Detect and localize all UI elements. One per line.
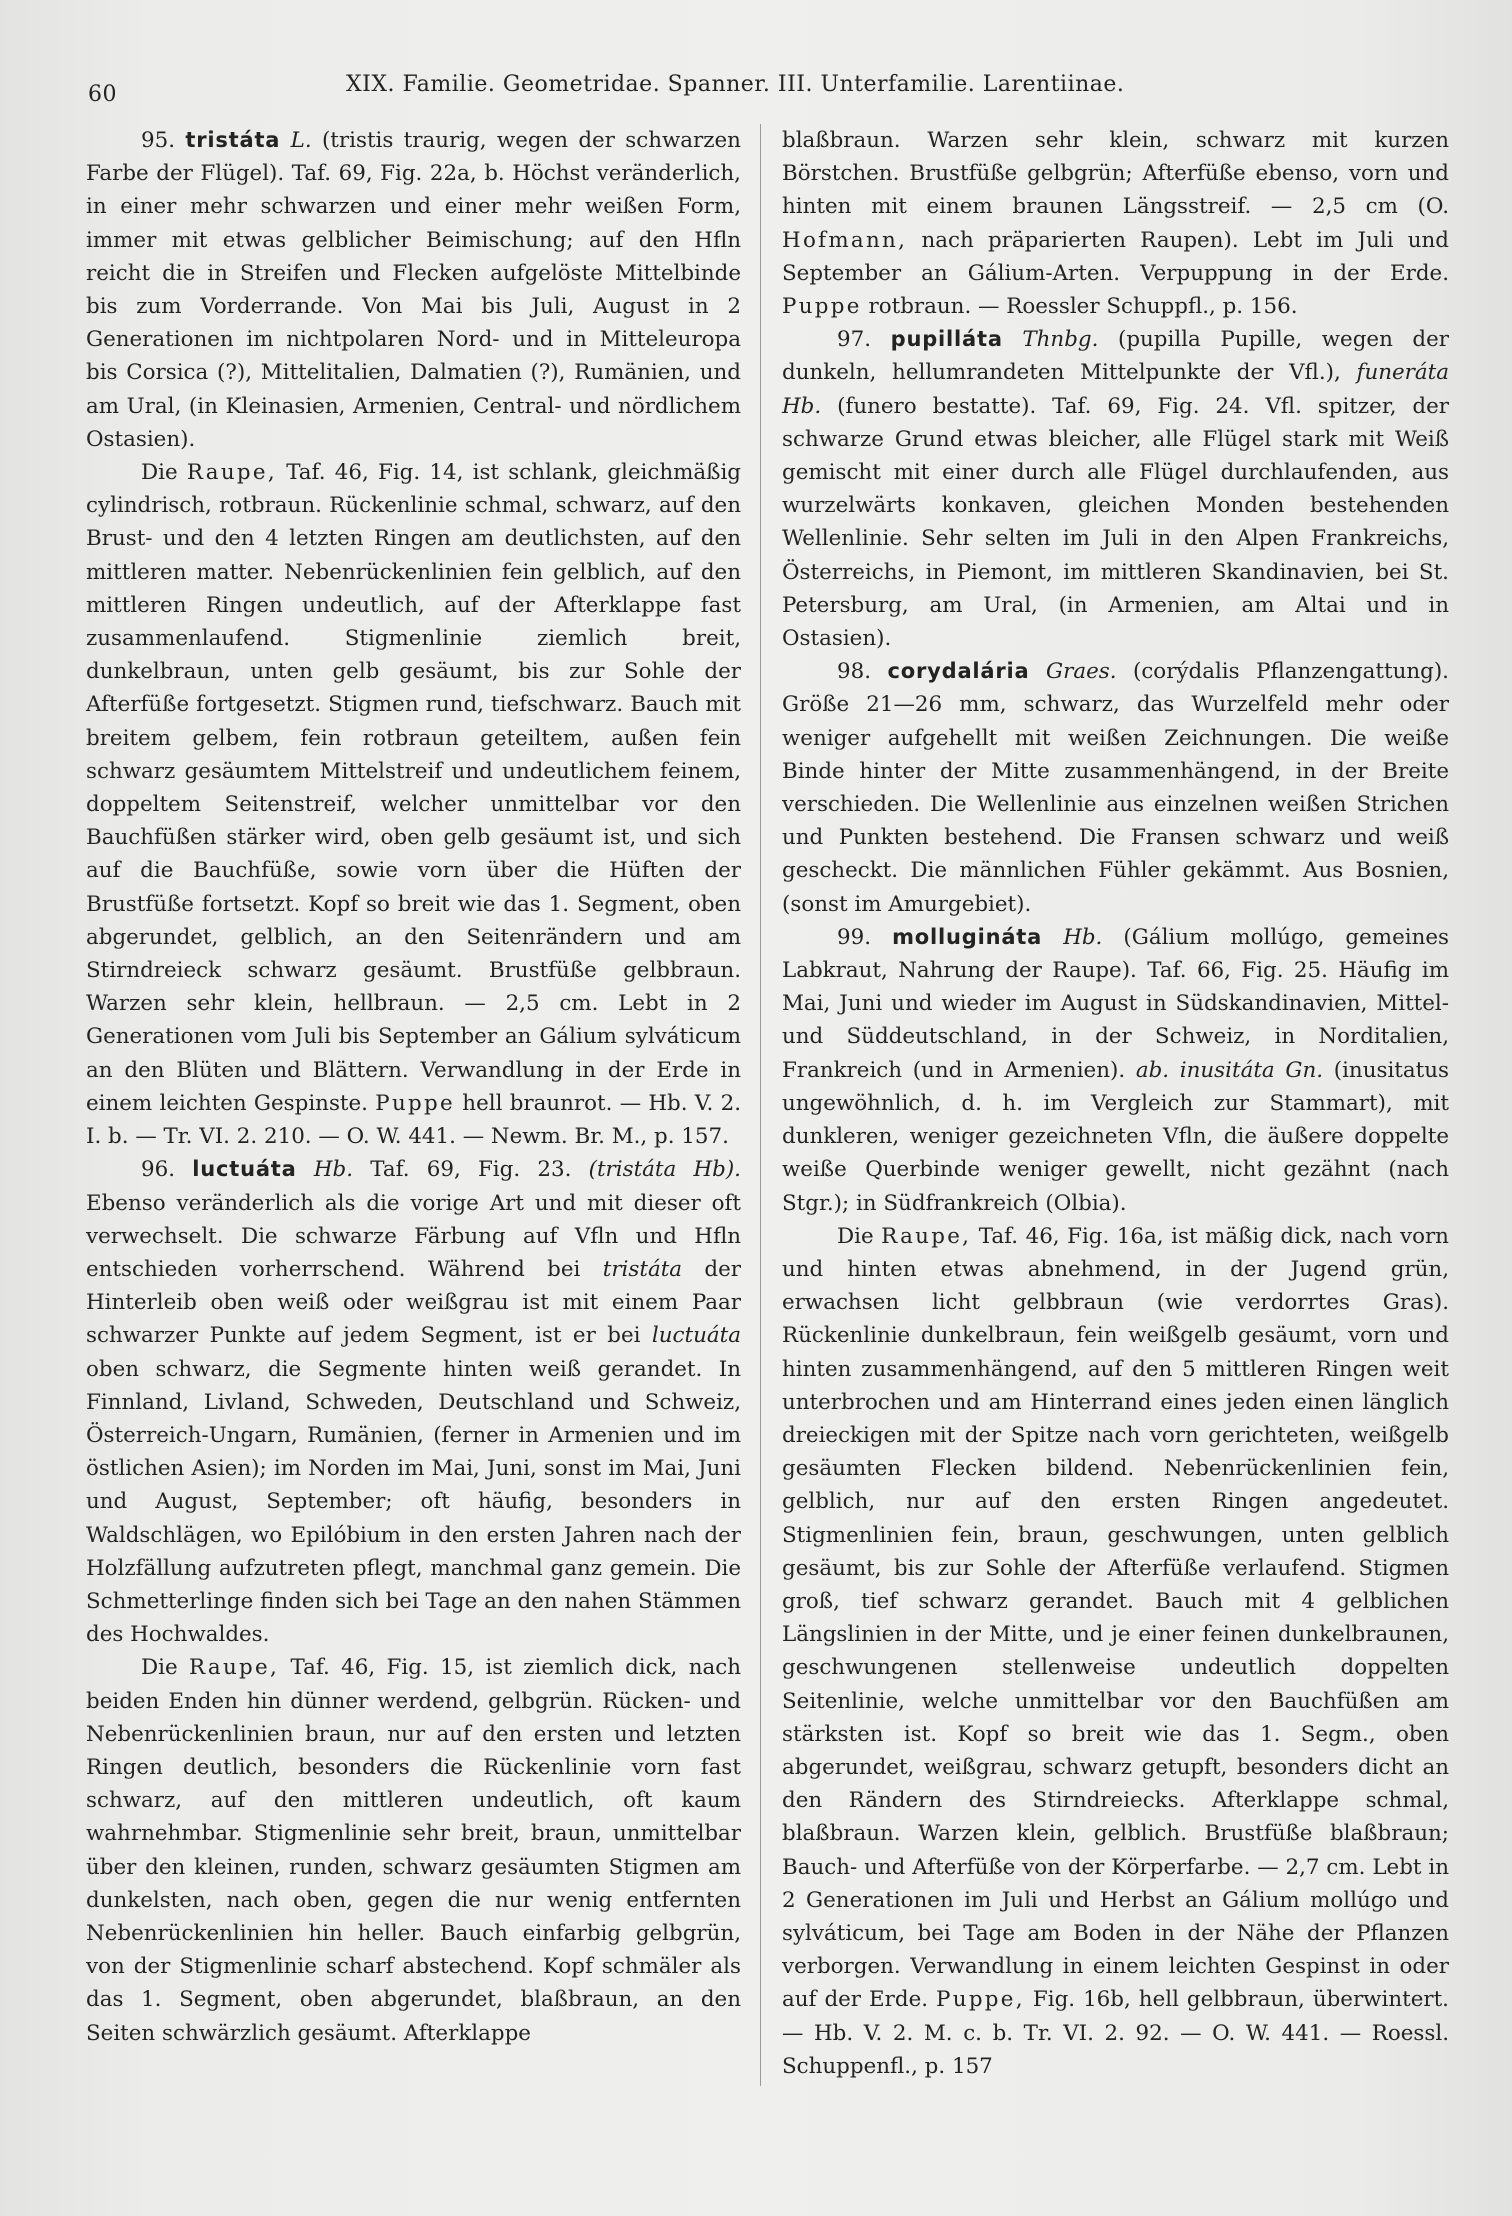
species-author: Thnbg. <box>1022 327 1099 353</box>
raupe-label: Raupe, <box>189 1655 280 1681</box>
larva-99 <box>782 1220 1449 2083</box>
species-name: corydalária <box>887 659 1030 684</box>
species-name: tristáta <box>185 128 281 152</box>
header-title: XIX. Familie. Geometridae. Spanner. III. Unterfamilie. Larentiinae. <box>346 72 1125 97</box>
species-author: Hb. <box>313 1157 353 1183</box>
lead-word: Die <box>837 1223 874 1249</box>
puppe-label: Puppe <box>375 1090 455 1116</box>
entry-95 <box>86 124 741 456</box>
entry-text: (Gálium mollúgo, gemeines Labkraut, Nahrung der Raupe). Taf. 66, Fig. 25. Häufig im Mai, Juni und wieder im August in Südskandinavien, Mittel- und Süddeutschland, in der Schweiz, in Norditalien, Frankreich (und in Armenien). <box>782 924 1449 1083</box>
entry-text: oben schwarz, die Segmente hinten weiß gerandet. In Finnland, Livland, Schweden, Deutschland und Schweiz, Österreich-Ungarn, Rumänien, (ferner in Armenien und im östlichen Asien); im Norden im Mai, Juni, sonst im Mai, Juni und August, September; oft häufig, besonders in Waldschlägen, wo Epilóbium in den ersten Jahren nach der Holzfällung aufzutreten pflegt, manchmal ganz gemein. Die Schmetterlinge finden sich bei Tage an den nahen Stämmen des Hochwaldes. <box>86 1356 741 1648</box>
running-head <box>88 72 1448 108</box>
species-author: Graes. <box>1046 659 1117 685</box>
entry-97 <box>782 323 1449 655</box>
cont-text: nach präparierten Raupen). Lebt im Juli und September an Gálium-Arten. Verpuppung in der Erde. <box>782 227 1449 286</box>
right-column <box>782 124 1449 2083</box>
entry-text: (inusitatus ungewöhnlich, d. h. im Vergleich zur Stammart), mit dunkleren, weniger gezeichneten Vfln, die äußere doppelte weiße Querbinde weniger gewellt, nicht gezähnt (nach Stgr.); in Südfrankreich (Olbia). <box>782 1057 1450 1216</box>
larva-95 <box>86 456 741 1153</box>
synonym: (tristáta Hb). <box>588 1157 741 1183</box>
entry-text: (tristis traurig, wegen der schwarzen Farbe der Flügel). Taf. 69, Fig. 22a, b. Höchst veränderlich, in einer mehr schwarzen und einer mehr weißen Form, immer mit etwas gelblicher Beimischung; auf den Hfln reicht die in Streifen und Flecken aufgelöste Mittelbinde bis zum Vorderrande. Von Mai bis Juli, August in 2 Generationen im nichtpolaren Nord- und in Mitteleuropa bis Corsica (?), Mittelitalien, Dalmatien (?), Rumänien, und am Ural, (in Kleinasien, Armenien, Central- und nördlichem Ostasien). <box>86 128 741 452</box>
cont-text: rotbraun. — Roessler Schuppfl., p. 156. <box>868 294 1298 320</box>
species-author: L. <box>290 128 312 153</box>
entry-number: 96. <box>141 1157 176 1183</box>
entry-text: der Hinterleib oben weiß oder weißgrau ist mit einem Paar schwarzer Punkte auf jedem Segment, ist er bei <box>86 1256 741 1349</box>
larva-96 <box>86 1651 741 2049</box>
entry-number: 98. <box>837 659 872 685</box>
continuation-96 <box>782 124 1449 323</box>
entry-text: (funero bestatte). Taf. 69, Fig. 24. Vfl. spitzer, der schwarze Grund etwas bleicher, alle Flügel stark mit Weiß gemischt mit einer durch alle Flügel durchlaufenden, aus wurzelwärts konkaven, gleichen Monden bestehenden Wellenlinie. Sehr selten im Juli in den Alpen Frankreichs, Österreichs, in Piemont, im mittleren Skandinavien, bei St. Petersburg, am Ural, (in Armenien, am Altai und in Ostasien). <box>782 393 1449 652</box>
larva-text: Taf. 46, Fig. 16a, ist mäßig dick, nach vorn und hinten etwas abnehmend, in der Jugend grün, erwachsen licht gelbbraun (wie verdorrtes Gras). Rückenlinie dunkelbraun, fein weißgelb gesäumt, vorn und hinten zusammenhängend, auf den 5 mittleren Ringen weit unterbrochen und am Hinterrand eines jeden einen länglich dreieckigen mit der Spitze nach vorn gerichteten, weißgelb gesäumten Flecken bildend. Nebenrückenlinien fein, gelblich, nur auf den ersten Ringen angedeutet. Stigmenlinien fein, braun, geschwungen, unten gelblich gesäumt, bis zur Sohle der Afterfüße verlaufend. Stigmen groß, tief schwarz gerandet. Bauch mit 4 gelblichen Längslinien in der Mitte, und je einer feinen dunkelbraunen, geschwungenen stellenweise undeutlich doppelten Seitenlinie, welche unmittelbar vor den Bauchfüßen am stärksten ist. Kopf so breit wie das 1. Segm., oben abgerundet, weißgrau, schwarz getupft, besonders dicht an den Rändern des Stirndreiecks. Afterklappe schmal, blaßbraun. Warzen klein, gelblich. Brustfüße blaßbraun; Bauch- und Afterfüße von der Körperfarbe. — 2,7 cm. Lebt in 2 Generationen im Juli und Herbst an Gálium mollúgo und sylváticum, bei Tage am Boden in der Nähe der Pflanzen verborgen. Verwandlung in einem leichten Gespinst in oder auf der Erde. <box>782 1223 1449 2013</box>
entry-text: (corýdalis Pflanzengattung). Größe 21—26 mm, schwarz, das Wurzelfeld mehr oder weniger aufgehellt mit weißen Zeichnungen. Die weiße Binde hinter der Mitte zusammenhängend, in der Breite verschieden. Die Wellenlinie aus einzelnen weißen Strichen und Punkten bestehend. Die Fransen schwarz und weiß gescheckt. Die männlichen Fühler gekämmt. Aus Bosnien, (sonst im Amurgebiet). <box>782 659 1449 917</box>
page-number: 60 <box>88 82 117 107</box>
cont-text: blaßbraun. Warzen sehr klein, schwarz mit kurzen Börstchen. Brustfüße gelbgrün; Afterfüße ebenso, vorn und hinten mit einem braunen Längsstreif. — 2,5 cm (O. <box>782 128 1449 220</box>
entry-96 <box>86 1153 741 1651</box>
larva-text: Taf. 46, Fig. 14, ist schlank, gleichmäßig cylindrisch, rotbraun. Rückenlinie schmal, schwarz, auf den Brust- und den 4 letzten Ringen am deutlichsten, auf den mittleren matter. Nebenrückenlinien fein gelblich, auf den mittleren Ringen undeutlich, auf der Afterklappe fast zusammenlaufend. Stigmenlinie ziemlich breit, dunkelbraun, unten gelb gesäumt, bis zur Sohle der Afterfüße fortgesetzt. Stigmen rund, tiefschwarz. Bauch mit breitem gelbem, fein rotbraun geteiltem, außen fein schwarz gesäumtem Mittelstreif und undeutlichem feinem, doppeltem Seitenstreif, welcher unmittelbar vor den Bauchfüßen stärker wird, oben gelb gesäumt ist, und sich auf die Bauchfüße, sowie vorn über die Hüften der Brustfüße fortsetzt. Kopf so breit wie das 1. Segment, oben abgerundet, gelblich, an den Seitenrändern und am Stirndreieck schwarz gesäumt. Brustfüße gelbbraun. Warzen sehr klein, hellbraun. — 2,5 cm. Lebt in 2 Generationen vom Juli bis September an Gálium sylváticum an den Blüten und Blättern. Verwandlung in der Erde in einem leichten Gespinste. <box>86 460 741 1116</box>
species-name: pupilláta <box>890 327 1003 352</box>
entry-number: 99. <box>837 924 872 950</box>
raupe-label: Raupe, <box>186 460 277 486</box>
entry-98 <box>782 655 1449 921</box>
entry-text: (pupilla Pupille, wegen der dunkeln, hellumrandeten Mittelpunkte der Vfl.), <box>782 327 1449 386</box>
larva-tail: Fig. 16b, hell gelbbraun, überwintert. — Hb. V. 2. M. c. b. Tr. VI. 2. 92. — O. W. 441. — Roessl. Schuppenfl., p. 157 <box>782 1987 1449 2079</box>
column-divider <box>760 124 761 2086</box>
entry-text: Ebenso veränderlich als die vorige Art und mit dieser oft verwechselt. Die schwarze Färbung auf Vfln und Hfln entschieden vorherrschend. Während bei <box>86 1190 741 1282</box>
entry-number: 97. <box>837 327 872 353</box>
species-name: luctuáta <box>192 1157 297 1182</box>
plate-ref: Taf. 69, Fig. 23. <box>370 1157 572 1183</box>
synonym: funeráta Hb. <box>782 360 1449 419</box>
aberration: ab. inusitáta Gn. <box>1135 1057 1324 1083</box>
species-name: mollugináta <box>892 924 1043 949</box>
larva-tail: hell braunrot. — Hb. V. 2. I. b. — Tr. VI. 2. 210. — O. W. 441. — Newm. Br. M., p. 157. <box>86 1090 742 1150</box>
puppe-label: Puppe <box>782 294 862 320</box>
entry-number: 95. <box>141 128 176 153</box>
author-hofmann: Hofmann, <box>782 227 908 253</box>
left-column <box>86 124 741 2050</box>
lead-word: Die <box>141 460 178 486</box>
larva-text: Taf. 46, Fig. 15, ist ziemlich dick, nach beiden Enden hin dünner werdend, gelbgrün. Rücken- und Nebenrückenlinien braun, nur auf den ersten und letzten Ringen deutlich, besonders die Rückenlinie vorn fast schwarz, auf den mittleren undeutlich, oft kaum wahrnehmbar. Stigmenlinie sehr breit, braun, unmittelbar über den kleinen, runden, schwarz gesäumten Stigmen am dunkelsten, nach oben, gegen die nur wenig entfernten Nebenrückenlinien hin heller. Bauch einfarbig gelbgrün, von der Stigmenlinie scharf abstechend. Kopf schmäler als das 1. Segment, oben abgerundet, blaßbraun, an den Seiten schwärzlich gesäumt. Afterklappe <box>86 1655 741 2046</box>
synonym: luctuáta <box>651 1323 741 1349</box>
puppe-label: Puppe, <box>936 1987 1025 2013</box>
lead-word: Die <box>141 1655 178 1681</box>
species-author: Hb. <box>1063 924 1103 950</box>
raupe-label: Raupe, <box>881 1223 972 1249</box>
entry-99 <box>782 921 1449 1220</box>
synonym: tristáta <box>602 1256 683 1282</box>
